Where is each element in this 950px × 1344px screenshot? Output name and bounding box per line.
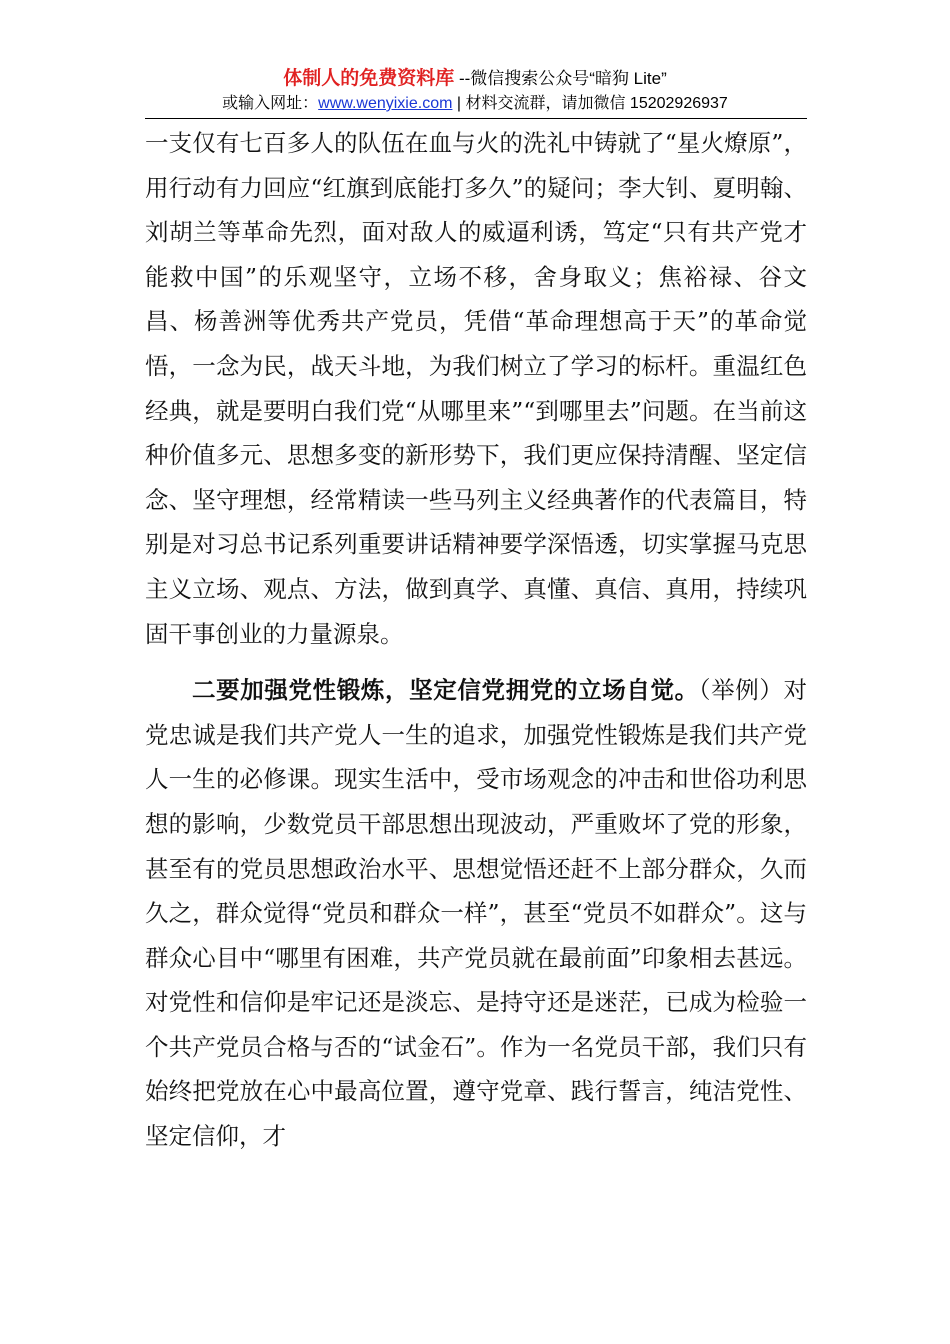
brand-title: 体制人的免费资料库 — [283, 68, 455, 89]
header-line-1 — [0, 66, 950, 92]
site-link[interactable]: www.wenyixie.com — [318, 95, 453, 112]
page-header — [0, 66, 950, 116]
site-prefix: 或输入网址： — [222, 95, 319, 112]
header-line-2 — [0, 92, 950, 116]
header-contact: 材料交流群，请加微信 15202926937 — [465, 95, 728, 112]
header-separator: | — [452, 95, 466, 112]
paragraph-1: 一支仅有七百多人的队伍在血与火的洗礼中铸就了“星火燎原”，用行动有力回应“红旗到底能打多久”的疑问；李大钊、夏明翰、刘胡兰等革命先烈，面对敌人的威逼利诱，笃定“只有共产党才能救中国”的乐观坚守，立场不移，舍身取义；焦裕禄、谷文昌、杨善洲等优秀共产党员，凭借“革命理想高于天”的革命觉悟，一念为民，战天斗地，为我们树立了学习的标杆。重温红色经典，就是要明白我们党“从哪里来”“到哪里去”问题。在当前这种价值多元、思想多变的新形势下，我们更应保持清醒、坚定信念、坚守理想，经常精读一些马列主义经典著作的代表篇目，特别是对习总书记系列重要讲话精神要学深悟透，切实掌握马克思主义立场、观点、方法，做到真学、真懂、真信、真用，持续巩固干事创业的力量源泉。 — [145, 129, 807, 648]
header-divider — [145, 118, 807, 119]
paragraph-2-body: （举例）对党忠诚是我们共产党人一生的追求，加强党性锻炼是我们共产党人一生的必修课。现实生活中，受市场观念的冲击和世俗功利思想的影响，少数党员干部思想出现波动，严重败坏了党的形象，甚至有的党员思想政治水平、思想觉悟还赶不上部分群众，久而久之，群众觉得“党员和群众一样”，甚至“党员不如群众”。这与群众心目中“哪里有困难，共产党员就在最前面”印象相去甚远。对党性和信仰是牢记还是淡忘、是持守还是迷茫，已成为检验一个共产党员合格与否的“试金石”。作为一名党员干部，我们只有始终把党放在心中最高位置，遵守党章、践行誓言，纯洁党性、坚定信仰，才 — [145, 676, 808, 1151]
header-tagline: --微信搜索公众号“暗狗 Lite” — [454, 69, 667, 88]
paragraph-2 — [145, 668, 807, 1159]
paragraph-2-heading: 二要加强党性锻炼，坚定信党拥党的立场自觉。 — [192, 676, 699, 705]
document-body — [145, 121, 807, 1171]
